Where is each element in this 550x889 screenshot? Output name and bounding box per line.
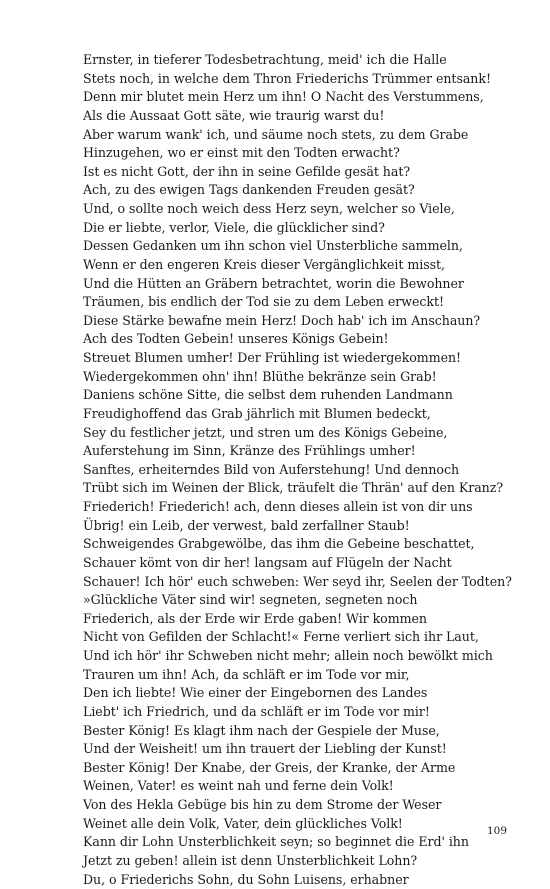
poem-line: Daniens schöne Sitte, die selbst dem ruhenden Landmann — [83, 386, 533, 405]
poem-line: Nicht von Gefilden der Schlacht!« Ferne verliert sich ihr Laut, — [83, 628, 533, 647]
poem-line: Von des Hekla Gebüge bis hin zu dem Strome der Weser — [83, 796, 533, 815]
poem-line: Freudighoffend das Grab jährlich mit Blumen bedeckt, — [83, 405, 533, 424]
poem-line: Als die Aussaat Gott säte, wie traurig warst du! — [83, 107, 533, 126]
poem-line: Denn mir blutet mein Herz um ihn! O Nacht des Verstummens, — [83, 88, 533, 107]
poem-line: Liebt' ich Friedrich, und da schläft er im Tode vor mir! — [83, 703, 533, 722]
poem-text — [83, 51, 533, 889]
poem-line: Weinen, Vater! es weint nah und ferne dein Volk! — [83, 777, 533, 796]
poem-line: Und die Hütten an Gräbern betrachtet, worin die Bewohner — [83, 275, 533, 294]
poem-line: Bester König! Der Knabe, der Greis, der Kranke, der Arme — [83, 759, 533, 778]
poem-line: Ach des Todten Gebein! unseres Königs Gebein! — [83, 330, 533, 349]
poem-line: Friederich, als der Erde wir Erde gaben! Wir kommen — [83, 610, 533, 629]
poem-line: Wiedergekommen ohn' ihn! Blüthe bekränze sein Grab! — [83, 368, 533, 387]
poem-line: Bester König! Es klagt ihm nach der Gespiele der Muse, — [83, 722, 533, 741]
poem-line: Auferstehung im Sinn, Kränze des Frühlings umher! — [83, 442, 533, 461]
poem-line: Ernster, in tieferer Todesbetrachtung, meid' ich die Halle — [83, 51, 533, 70]
page-number: 109 — [487, 825, 507, 837]
poem-line: Weinet alle dein Volk, Vater, dein glückliches Volk! — [83, 815, 533, 834]
poem-line: Und ich hör' ihr Schweben nicht mehr; allein noch bewölkt mich — [83, 647, 533, 666]
poem-line: Diese Stärke bewafne mein Herz! Doch hab' ich im Anschaun? — [83, 312, 533, 331]
poem-line: Die er liebte, verlor, Viele, die glücklicher sind? — [83, 219, 533, 238]
poem-line: Ist es nicht Gott, der ihn in seine Gefilde gesät hat? — [83, 163, 533, 182]
poem-line: Aber warum wank' ich, und säume noch stets, zu dem Grabe — [83, 126, 533, 145]
poem-line: Schweigendes Grabgewölbe, das ihm die Gebeine beschattet, — [83, 535, 533, 554]
poem-line: Jetzt zu geben! allein ist denn Unsterblichkeit Lohn? — [83, 852, 533, 871]
poem-line: Du, o Friederichs Sohn, du Sohn Luisens, erhabner — [83, 871, 533, 889]
poem-line: Schauer kömt von dir her! langsam auf Flügeln der Nacht — [83, 554, 533, 573]
poem-line: Dessen Gedanken um ihn schon viel Unsterbliche sammeln, — [83, 237, 533, 256]
poem-line: Ach, zu des ewigen Tags dankenden Freuden gesät? — [83, 181, 533, 200]
poem-line: Sey du festlicher jetzt, und stren um des Königs Gebeine, — [83, 424, 533, 443]
poem-line: Träumen, bis endlich der Tod sie zu dem Leben erweckt! — [83, 293, 533, 312]
poem-line: Hinzugehen, wo er einst mit den Todten erwacht? — [83, 144, 533, 163]
poem-line: Sanftes, erheiterndes Bild von Auferstehung! Und dennoch — [83, 461, 533, 480]
poem-line: Stets noch, in welche dem Thron Friederichs Trümmer entsank! — [83, 70, 533, 89]
poem-line: Und, o sollte noch weich dess Herz seyn, welcher so Viele, — [83, 200, 533, 219]
poem-line: Kann dir Lohn Unsterblichkeit seyn; so beginnet die Erd' ihn — [83, 833, 533, 852]
poem-line: Friederich! Friederich! ach, denn dieses allein ist von dir uns — [83, 498, 533, 517]
poem-line: Wenn er den engeren Kreis dieser Vergänglichkeit misst, — [83, 256, 533, 275]
poem-line: Trübt sich im Weinen der Blick, träufelt die Thrän' auf den Kranz? — [83, 479, 533, 498]
poem-line: »Glückliche Väter sind wir! segneten, segneten noch — [83, 591, 533, 610]
poem-line: Und der Weisheit! um ihn trauert der Liebling der Kunst! — [83, 740, 533, 759]
poem-line: Streuet Blumen umher! Der Frühling ist wiedergekommen! — [83, 349, 533, 368]
poem-line: Den ich liebte! Wie einer der Eingebornen des Landes — [83, 684, 533, 703]
poem-line: Schauer! Ich hör' euch schweben: Wer seyd ihr, Seelen der Todten? — [83, 573, 533, 592]
poem-line: Trauren um ihn! Ach, da schläft er im Tode vor mir, — [83, 666, 533, 685]
poem-line: Übrig! ein Leib, der verwest, bald zerfallner Staub! — [83, 517, 533, 536]
